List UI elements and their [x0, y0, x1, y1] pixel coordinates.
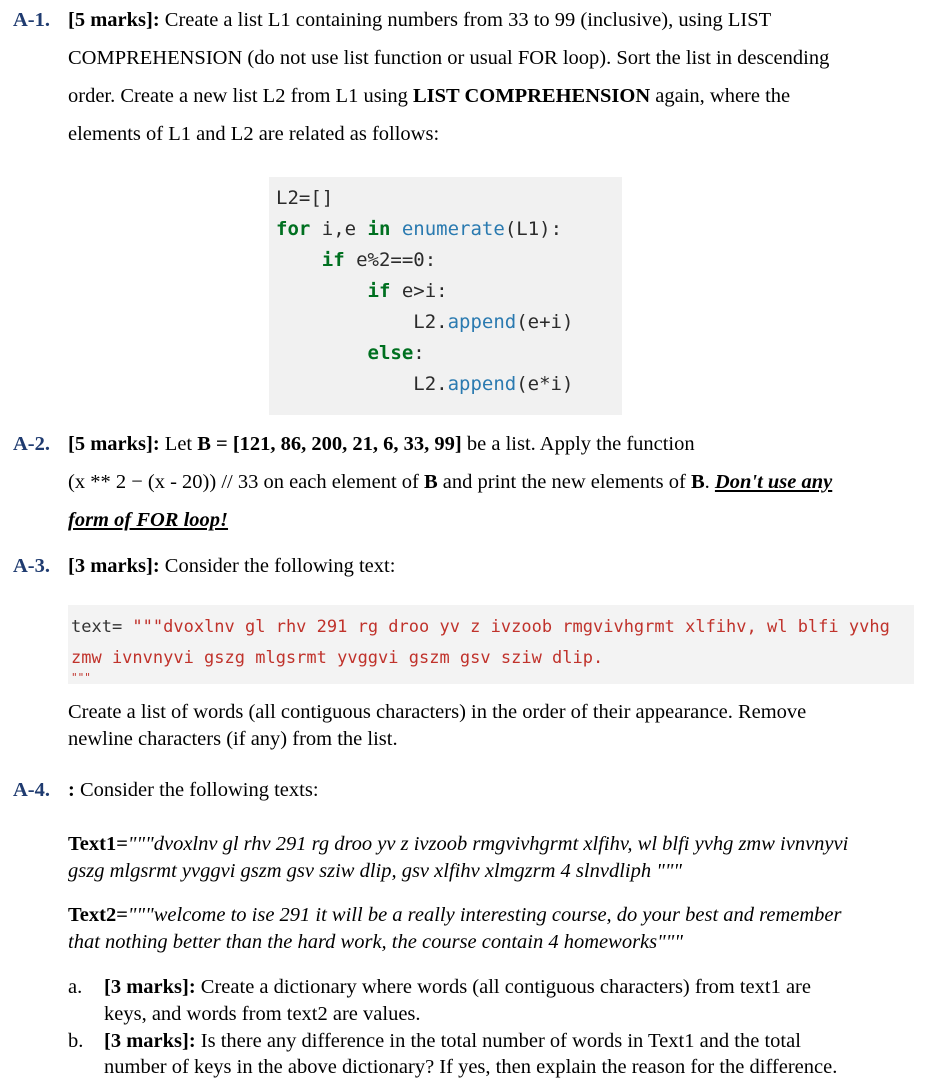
text-span: Consider the following texts: [74, 779, 319, 801]
question-number: A-1. [13, 9, 51, 31]
sub-question-letter: b. [68, 1030, 84, 1052]
code-line: L2=[] [276, 187, 334, 209]
marks-label: [3 marks]: [68, 555, 160, 577]
question-number: A-2. [13, 433, 51, 455]
code-keyword: for [276, 218, 311, 240]
marks-label: : [68, 779, 75, 801]
text-span: . [704, 471, 715, 493]
italic-span: gszg mlgsrmt yvggvi gszm gsv sziw dlip, gsv xlfihv xlmgzrm 4 slnvdliph """ [68, 860, 683, 882]
code-block [269, 177, 622, 415]
text-span: order. Create a new list L2 from L1 using [68, 85, 413, 107]
text-span: again, where the [650, 85, 791, 107]
code-token: L2. [276, 373, 448, 395]
code-keyword: if [276, 280, 391, 302]
italic-span: that nothing better than the hard work, the course contain 4 homeworks""" [68, 931, 683, 953]
bold-span: B [423, 471, 438, 493]
code-text [71, 612, 890, 674]
sub-question-line: number of keys in the above dictionary? If yes, then explain the reason for the difference. [104, 1056, 838, 1078]
code-token: (L1): [504, 218, 563, 240]
sub-question-letter: a. [68, 976, 83, 998]
code-block [68, 605, 914, 684]
code-string: """ [71, 671, 91, 684]
question-number: A-4. [13, 779, 51, 801]
bold-span: B [690, 471, 705, 493]
code-keyword: else [276, 342, 414, 364]
code-keyword: if [276, 249, 345, 271]
text-span: Let [159, 433, 198, 455]
code-token: e>i: [390, 280, 448, 302]
code-text [276, 183, 573, 400]
question-number: A-3. [13, 555, 51, 577]
code-keyword: in [367, 218, 391, 240]
formula-span: (x ** 2 − (x - 20)) // 33 on each element of [68, 471, 424, 493]
code-token: : [413, 342, 425, 364]
text-span: and print the new elements of [437, 471, 691, 493]
code-token: i,e [310, 218, 368, 240]
sub-question-line: keys, and words from text2 are values. [104, 1003, 421, 1025]
question-text-line: elements of L1 and L2 are related as follows: [68, 123, 440, 145]
code-token: text= [71, 617, 133, 637]
text1-line [68, 860, 682, 883]
code-token: (e+i) [516, 311, 574, 333]
question-text-line: newline characters (if any) from the list. [68, 728, 398, 750]
text-span: Create a list L1 containing numbers from 33 to 99 (inclusive), using LIST [159, 9, 772, 31]
bold-span: LIST COMPREHENSION [413, 85, 651, 107]
text2-line [68, 931, 683, 954]
code-token: e%2==0: [344, 249, 437, 271]
question-text-line [68, 779, 319, 802]
question-text-line [68, 9, 771, 32]
code-function: enumerate [390, 218, 505, 240]
marks-label: [5 marks]: [68, 433, 160, 455]
italic-span: """dvoxlnv gl rhv 291 rg droo yv z ivzoob rmgvivhgrmt xlfihv, wl blfi yvhg zmw ivnvnyvi [127, 833, 849, 855]
code-token: (e*i) [516, 373, 574, 395]
text-span: Consider the following text: [159, 555, 396, 577]
text-span: be a list. Apply the function [461, 433, 695, 455]
warning-span: Don't use any [714, 471, 833, 493]
text-span: Is there any difference in the total number of words in Text1 and the total [195, 1030, 801, 1052]
question-text-line [68, 433, 695, 456]
code-string: zmw ivnvnyvi gszg mlgsrmt yvggvi gszm gsv sziw dlip. [71, 648, 604, 668]
sub-question-line [104, 1030, 801, 1053]
text-span: Create a dictionary where words (all contiguous characters) from text1 are [195, 976, 811, 998]
text-label: Text2= [68, 904, 128, 926]
marks-label: [5 marks]: [68, 9, 160, 31]
question-text-line [68, 85, 790, 108]
question-text-line [68, 471, 832, 494]
bold-span: B = [121, 86, 200, 21, 6, 33, 99] [197, 433, 462, 455]
text-label: Text1= [68, 833, 128, 855]
code-token: L2. [276, 311, 448, 333]
code-string: """dvoxlnv gl rhv 291 rg droo yv z ivzoob rmgvivhgrmt xlfihv, wl blfi yvhg [132, 617, 890, 637]
code-function: append [447, 373, 517, 395]
question-text-line [68, 555, 395, 578]
warning-span: form of FOR loop! [68, 509, 229, 531]
sub-question-line [104, 976, 811, 999]
question-text-line: Create a list of words (all contiguous characters) in the order of their appearance. Remove [68, 701, 807, 723]
italic-span: """welcome to ise 291 it will be a really interesting course, do your best and remember [127, 904, 842, 926]
code-function: append [447, 311, 517, 333]
marks-label: [3 marks]: [104, 1030, 196, 1052]
marks-label: [3 marks]: [104, 976, 196, 998]
text1-line [68, 833, 848, 856]
question-text-line [68, 509, 228, 532]
text2-line [68, 904, 842, 927]
question-text-line: COMPREHENSION (do not use list function or usual FOR loop). Sort the list in descending [68, 47, 830, 69]
